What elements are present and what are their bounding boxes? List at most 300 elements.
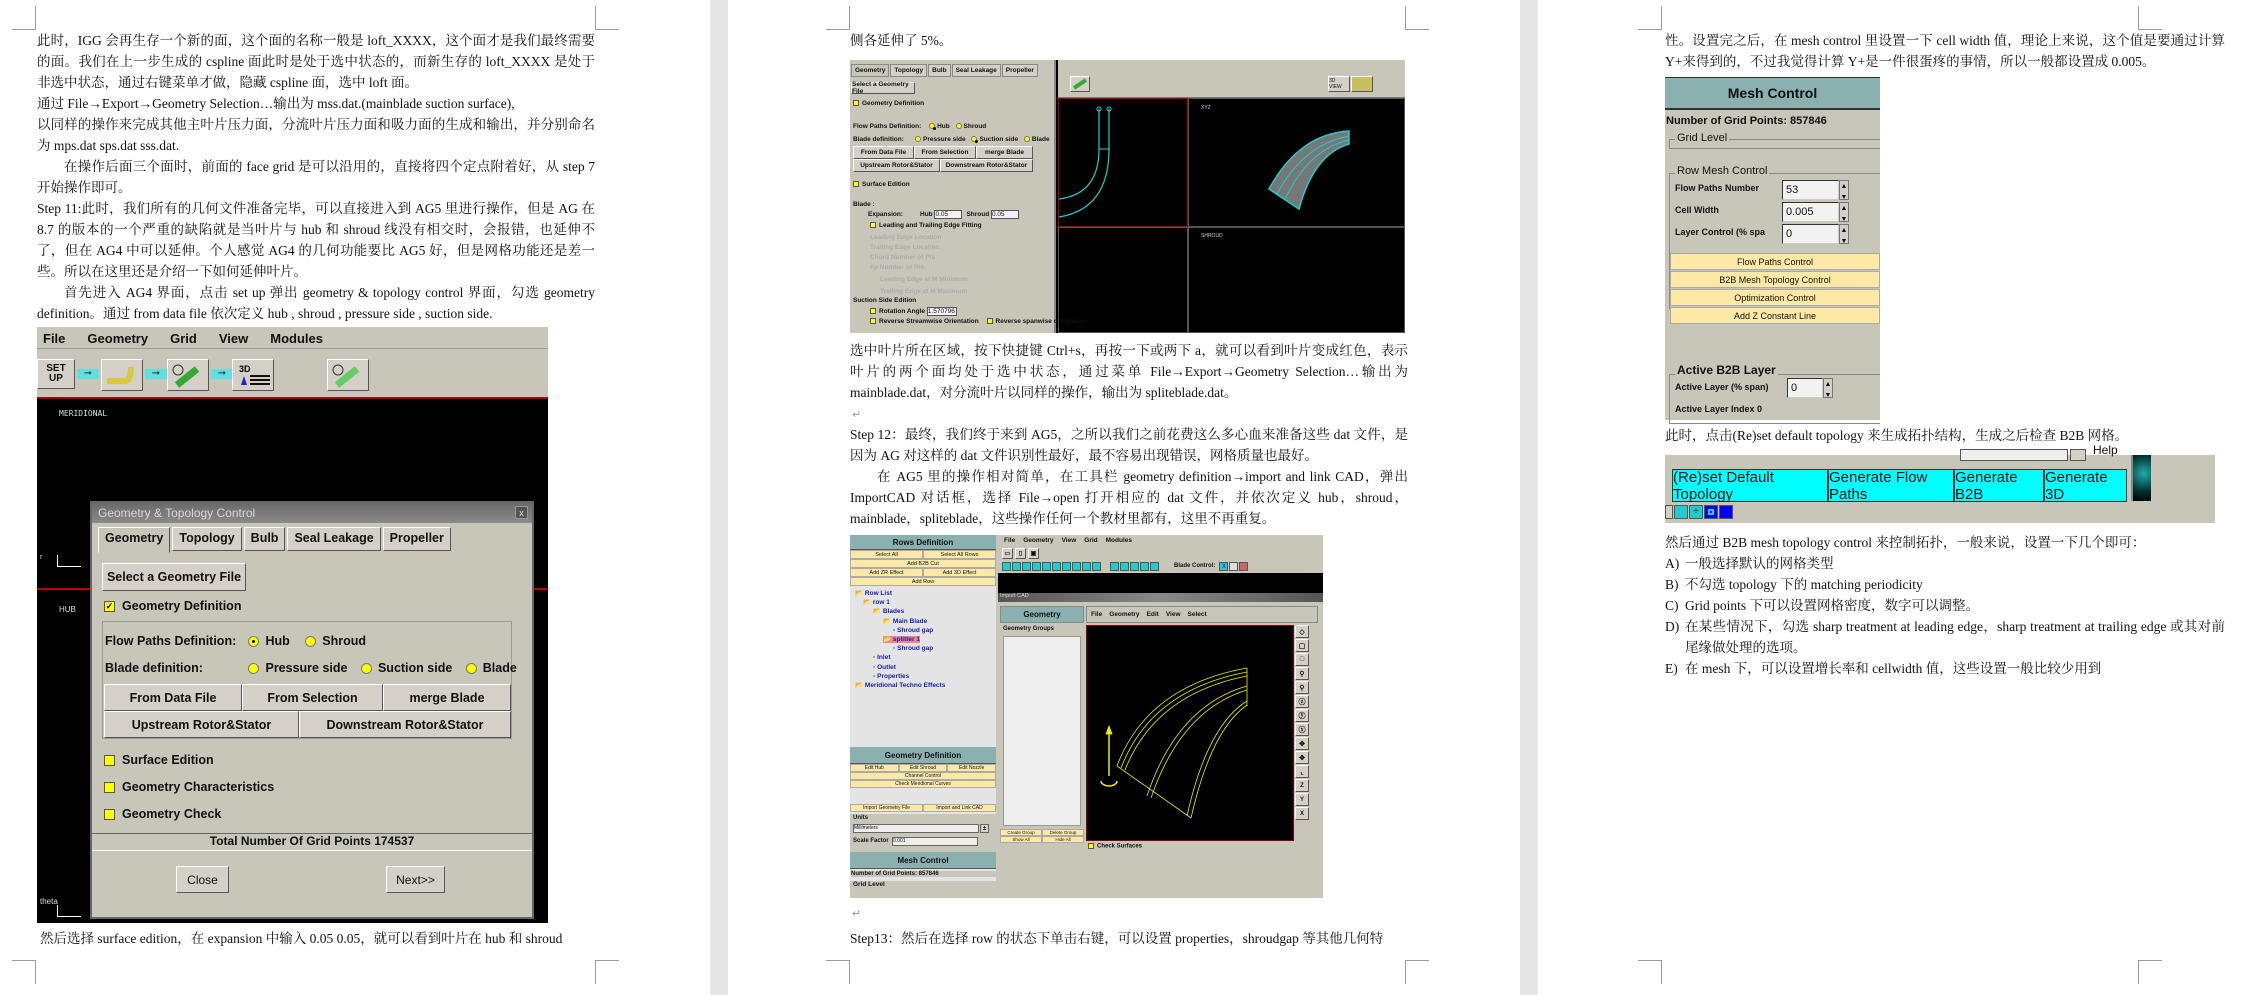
menu-view[interactable]: View bbox=[1165, 611, 1181, 618]
checkbox-icon bbox=[104, 755, 115, 766]
blade-x-icon[interactable]: X bbox=[1219, 562, 1228, 571]
next-button[interactable]: Next>> bbox=[386, 866, 445, 893]
axes-icon[interactable]: ⌞ bbox=[1295, 765, 1309, 778]
tool-icon[interactable] bbox=[1082, 562, 1091, 571]
margin-mark bbox=[1638, 960, 1662, 984]
paragraph: 通过 File→Export→Geometry Selection…输出为 mss.dat.(mainblade suction surface), bbox=[37, 96, 515, 111]
blade-definition-row bbox=[105, 661, 517, 675]
tool-icon[interactable] bbox=[1110, 562, 1119, 571]
tab-bulb[interactable]: Bulb bbox=[244, 527, 286, 551]
menu-select[interactable]: Select bbox=[1187, 611, 1207, 618]
import-geometry-file-button[interactable]: Import Geometry File bbox=[850, 804, 923, 812]
page1-text bbox=[37, 30, 595, 324]
grid-level-label: Grid Level bbox=[850, 881, 996, 898]
select-all-rows-button[interactable]: Select All Rows bbox=[923, 550, 996, 559]
paragraph: 然后通过 B2B mesh topology control 来控制拓扑，一般来说，设置一下几个即可： bbox=[1665, 535, 2146, 550]
rotate-y-icon[interactable]: ⓨ bbox=[1295, 709, 1309, 722]
page3-list bbox=[1665, 532, 2225, 679]
ag5-import-cad-screenshot bbox=[850, 535, 1323, 898]
units-select[interactable]: Millimeters bbox=[853, 824, 979, 833]
viewport-shroud bbox=[1188, 227, 1405, 333]
menu-grid[interactable]: Grid bbox=[170, 331, 197, 346]
arrow-icon: ➞ bbox=[145, 369, 167, 379]
upstream-rotor-stator-button[interactable]: Upstream Rotor&Stator bbox=[853, 159, 940, 172]
layer-control-label: Layer Control (% spa bbox=[1675, 227, 1766, 237]
blade-wireframe bbox=[1087, 626, 1295, 842]
menu-modules[interactable]: Modules bbox=[1105, 537, 1133, 544]
surface-edition-checkbox[interactable]: Surface Edition bbox=[104, 753, 214, 767]
viewport-label-xyz: XYZ bbox=[1201, 105, 1211, 111]
open-icon[interactable]: ▭ bbox=[1002, 548, 1013, 559]
tab-topology[interactable]: Topology bbox=[890, 64, 927, 77]
reverse-row: Reverse Streamwise Orientation Reverse spanwise orientation bbox=[870, 318, 1087, 325]
pan-icon[interactable]: ✥ bbox=[1295, 751, 1309, 764]
tool-icon[interactable] bbox=[1130, 562, 1139, 571]
tree-main-blade[interactable]: 📂 Main Blade bbox=[883, 617, 928, 625]
ag4-geometry-screenshot bbox=[37, 327, 548, 923]
page-3 bbox=[1538, 0, 2254, 995]
page1-caption: 然后选择 surface edition，在 expansion 中输入 0.05 0.05，就可以看到叶片在 hub 和 shroud bbox=[40, 931, 563, 946]
ag5-menubar bbox=[998, 535, 1323, 547]
active-layer-input[interactable]: 0 bbox=[1787, 378, 1823, 398]
view-y-button[interactable]: Y bbox=[1295, 793, 1309, 806]
le-min-checkbox: Leading Edge at M Minimum bbox=[880, 276, 968, 283]
menu-geometry[interactable]: Geometry bbox=[1109, 611, 1140, 618]
rz-view-button[interactable] bbox=[1351, 76, 1373, 92]
row-tree bbox=[850, 586, 996, 693]
cad-menubar bbox=[1086, 606, 1318, 623]
select-geometry-file-button[interactable]: Select a Geometry File bbox=[851, 82, 915, 94]
generate-3d-button[interactable]: Generate 3D bbox=[2044, 469, 2127, 502]
dialog-titlebar bbox=[92, 503, 532, 523]
select-geometry-file-button[interactable]: Select a Geometry File bbox=[102, 563, 246, 591]
add-3d-effect-button[interactable]: Add 3D Effect bbox=[923, 568, 996, 577]
units-label: Units bbox=[853, 815, 868, 821]
tree-row-1[interactable]: 📂 row 1 bbox=[863, 599, 890, 607]
viewport-xyz bbox=[1188, 98, 1405, 227]
checkbox-icon bbox=[870, 222, 876, 228]
radio-icon[interactable] bbox=[956, 123, 962, 129]
list-item: C) Grid points 下可以设置网格密度，数字可以调整。 bbox=[1665, 598, 1980, 613]
paragraph: 在 AG5 里的操作相对简单，在工具栏 geometry definition→import and link CAD，弹出 ImportCAD 对话框，选择 File→open 打开相应的 dat 文件，并依次定义 hub，shroud，mainblade，spliteblade，这些操作任何一个教材里都有，这里不再重复。 bbox=[850, 469, 1408, 526]
close-button[interactable]: Close bbox=[176, 866, 229, 893]
ag5-viewport-strip bbox=[998, 573, 1323, 593]
group-buttons bbox=[1000, 829, 1084, 843]
tool-icon[interactable] bbox=[1719, 505, 1733, 519]
viewport-label-shroud: SHROUD bbox=[1201, 233, 1223, 239]
downstream-rotor-stator-button[interactable]: Downstream Rotor&Stator bbox=[940, 159, 1033, 172]
margin-mark bbox=[1405, 6, 1429, 30]
margin-mark bbox=[826, 960, 850, 984]
radio-blade[interactable]: Blade bbox=[466, 661, 517, 675]
menu-geometry[interactable]: Geometry bbox=[87, 331, 149, 346]
tool-icon[interactable] bbox=[1120, 562, 1129, 571]
shroud-expansion-input[interactable]: 0.05 bbox=[991, 210, 1019, 219]
geometry-groups-list[interactable] bbox=[1003, 636, 1081, 826]
checkbox-checked-icon: ✓ bbox=[105, 601, 114, 612]
select-all-button[interactable]: Select All bbox=[850, 550, 923, 559]
paragraph: 此时，IGG 会再生存一个新的面，这个面的名称一般是 loft_XXXX，这个面才是我们最终需要的面。我们在上一步生成的 cspline 面此时是处于选中状态的，而新生存的 loft_XXXX 是处于非选中状态，通过右键菜单才做，隐藏 cspline 面，选中 loft 面。 bbox=[37, 33, 595, 90]
ag4-surface-edition-screenshot bbox=[850, 60, 1405, 333]
panel-tabs bbox=[851, 64, 1038, 77]
rows-definition-header: Rows Definition bbox=[850, 535, 996, 550]
from-selection-button[interactable]: From Selection bbox=[914, 146, 976, 159]
view-z-button[interactable]: Z bbox=[1295, 779, 1309, 792]
expert-mode-select[interactable] bbox=[1960, 449, 2068, 461]
row-mesh-label: Row Mesh Control bbox=[1677, 165, 1768, 177]
scale-factor-input[interactable]: 0.001 bbox=[892, 837, 978, 846]
radio-pressure-side[interactable]: Pressure side bbox=[248, 661, 347, 675]
zoom-icon[interactable]: ⚲ bbox=[1295, 667, 1309, 680]
tool-icon[interactable] bbox=[1022, 562, 1031, 571]
mesh-view-button[interactable] bbox=[327, 359, 369, 391]
page-1 bbox=[0, 0, 710, 995]
from-data-file-button[interactable]: From Data File bbox=[104, 684, 242, 711]
check-meridional-curves-button[interactable]: Check Meridional Curves bbox=[850, 780, 996, 788]
check-surfaces-checkbox[interactable]: Check Surfaces bbox=[1088, 843, 1142, 850]
tab-propeller[interactable]: Propeller bbox=[383, 527, 451, 551]
checkbox-checked-icon bbox=[853, 100, 859, 106]
menu-file[interactable]: File bbox=[43, 331, 66, 346]
radio-suction-side[interactable]: Suction side bbox=[361, 661, 452, 675]
hide-all-button[interactable]: Hide All bbox=[1042, 836, 1084, 843]
mesh-control-panel bbox=[1665, 77, 1880, 420]
from-data-file-button[interactable]: From Data File bbox=[853, 146, 914, 159]
downstream-rotor-stator-button[interactable]: Downstream Rotor&Stator bbox=[299, 711, 511, 738]
radio-selected-icon bbox=[248, 636, 259, 647]
menu-edit[interactable]: Edit bbox=[1146, 611, 1159, 618]
cell-width-input[interactable]: 0.005 bbox=[1782, 202, 1839, 222]
tool-icon[interactable] bbox=[1062, 562, 1071, 571]
expansion-row: Expansion: Hub 0.05 Shroud 0.05 bbox=[868, 210, 1019, 219]
add-b2b-cut-button[interactable]: Add B2B Cut bbox=[850, 559, 996, 568]
viewport-meridional bbox=[1058, 98, 1188, 227]
axis-glyph bbox=[57, 905, 81, 917]
viewport-empty bbox=[1058, 227, 1188, 333]
active-layer-label: Active Layer (% span) bbox=[1675, 382, 1769, 392]
ag5-main bbox=[998, 535, 1323, 898]
grid-points-label: Number of Grid Points: 857846 bbox=[1666, 115, 1827, 127]
pan-icon[interactable]: ✥ bbox=[1295, 737, 1309, 750]
tool-icon[interactable] bbox=[1140, 562, 1149, 571]
geometry-characteristics-checkbox[interactable]: Geometry Characteristics bbox=[104, 780, 274, 794]
meridional-curve bbox=[1059, 99, 1189, 228]
topology-toolbar-screenshot bbox=[1665, 443, 2215, 523]
paragraph: 首先进入 AG4 界面，点击 set up 弹出 geometry & topology control 界面，勾选 geometry definition。通过 from data file 依次定义 hub , shroud , pressure side , suction side. bbox=[37, 285, 595, 321]
rotate-icon[interactable]: ◇ bbox=[1295, 625, 1309, 638]
checkbox-checked-icon bbox=[853, 181, 859, 187]
viewport-label-hub: HUB bbox=[59, 605, 76, 614]
tool-icon[interactable] bbox=[1042, 562, 1051, 571]
checkbox-icon[interactable] bbox=[870, 308, 876, 314]
paragraph: Step 12：最终，我们终于来到 AG5，之所以我们之前花费这么多心血来准备这些 dat 文件，是因为 AG 对这样的 dat 文件识别性最好，最不容易出现错误，网格质量也最好。 bbox=[850, 427, 1408, 463]
tool-icon[interactable] bbox=[1092, 562, 1101, 571]
tree-shroud-gap[interactable]: ▫ Shroud gap bbox=[893, 645, 934, 653]
margin-mark bbox=[12, 960, 36, 984]
tab-propeller[interactable]: Propeller bbox=[1002, 64, 1038, 77]
tree-row-list[interactable]: 📂 Row List bbox=[855, 590, 892, 597]
blade-3d-render bbox=[1189, 99, 1406, 228]
tab-bulb[interactable]: Bulb bbox=[928, 64, 950, 77]
import-cad-titlebar: Import CAD bbox=[998, 593, 1323, 602]
definition-group bbox=[102, 621, 517, 739]
units-group bbox=[850, 814, 996, 852]
paragraph: 选中叶片所在区域，按下快捷键 Ctrl+s，再按一下或两下 a，就可以看到叶片变成红色，表示叶片的两个面均处于选中状态，通过菜单 File→Export→Geometry Selection…输出为 mainblade.dat，对分流叶片以同样的操作，输出为 spliteblade.dat。 bbox=[850, 343, 1408, 400]
ag4-toolbar bbox=[37, 349, 548, 399]
geometry-topology-dialog bbox=[90, 501, 534, 919]
tab-seal-leakage[interactable]: Seal Leakage bbox=[287, 527, 380, 551]
menu-grid[interactable]: Grid bbox=[1084, 537, 1098, 544]
help-label[interactable]: Help bbox=[2093, 443, 2118, 457]
geometry-definition-checkbox[interactable] bbox=[104, 599, 241, 613]
checkbox-icon bbox=[104, 809, 115, 820]
flow-paths-spinner[interactable]: ▲ ▼ bbox=[1839, 180, 1849, 200]
list-item: D) 在某些情况下，勾选 sharp treatment at leading edge，sharp treatment at trailing edge 或其对前尾缘做处理的选项。 bbox=[1665, 619, 2225, 655]
geometry-groups-label: Geometry Groups bbox=[1003, 626, 1055, 632]
surface-edition-checkbox[interactable]: Surface Edition bbox=[853, 181, 910, 188]
svg-text:3D: 3D bbox=[239, 364, 251, 374]
blank-line: ↵ bbox=[852, 409, 862, 421]
radio-icon bbox=[248, 663, 259, 674]
tool-icon[interactable] bbox=[1665, 505, 1673, 519]
geometry-definition-header: Geometry Definition bbox=[850, 747, 996, 764]
rz-meridional-button[interactable] bbox=[101, 359, 143, 391]
tool-icon[interactable]: ÷ bbox=[1689, 505, 1703, 519]
cube-icon[interactable]: ▢ bbox=[1295, 639, 1309, 652]
flow-paths-label: Flow Paths Definition: bbox=[105, 634, 237, 648]
page3-text bbox=[1665, 30, 2225, 72]
page-2 bbox=[728, 0, 1520, 995]
mesh-view-button[interactable] bbox=[1070, 76, 1090, 92]
checkbox-icon bbox=[1088, 843, 1094, 849]
dialog-title: Geometry & Topology Control bbox=[98, 506, 256, 520]
tool-icon[interactable] bbox=[1072, 562, 1081, 571]
3d-view-button[interactable]: 3D VIEW bbox=[1328, 76, 1350, 92]
save-icon[interactable]: ▣ bbox=[1028, 548, 1039, 559]
blade-section-label: Blade : bbox=[853, 201, 875, 208]
viewport-label-meridional: MERIDIONAL bbox=[59, 409, 108, 418]
geom-buttons bbox=[850, 764, 996, 788]
layer-control-input[interactable]: 0 bbox=[1782, 224, 1839, 244]
blade-control-label: Blade Control: bbox=[1174, 563, 1216, 569]
show-all-button[interactable]: Show All bbox=[1000, 836, 1042, 843]
generate-flow-paths-button[interactable]: Generate Flow Paths bbox=[1828, 469, 1954, 502]
tree-outlet[interactable]: ▫ Outlet bbox=[873, 663, 896, 671]
radio-shroud[interactable]: Shroud bbox=[305, 634, 366, 648]
tool-icon[interactable] bbox=[1229, 562, 1238, 571]
rotate-x-icon[interactable]: ⓧ bbox=[1295, 723, 1309, 736]
add-z-constant-line-button[interactable]: Add Z Constant Line bbox=[1670, 307, 1880, 324]
rotate-z-icon[interactable]: ⓩ bbox=[1295, 695, 1309, 708]
page2-top-line: 侧各延伸了 5%。 bbox=[850, 33, 953, 48]
from-selection-button[interactable]: From Selection bbox=[242, 684, 383, 711]
import-buttons bbox=[850, 804, 996, 812]
axis-glyph bbox=[57, 555, 81, 567]
menu-view[interactable]: View bbox=[1061, 537, 1077, 544]
blade-definition-label: Blade definition: bbox=[105, 661, 203, 675]
radio-icon[interactable] bbox=[1024, 136, 1030, 142]
margin-mark bbox=[1405, 960, 1429, 984]
merge-blade-button[interactable]: merge Blade bbox=[976, 146, 1033, 159]
optimization-control-button[interactable]: Optimization Control bbox=[1670, 289, 1880, 306]
rotation-angle-input[interactable]: 1.570796 bbox=[927, 308, 955, 315]
menu-file[interactable]: File bbox=[1004, 537, 1016, 544]
margin-mark bbox=[595, 960, 619, 984]
delete-group-button[interactable]: Delete Group bbox=[1042, 829, 1084, 836]
tool-icon[interactable] bbox=[1674, 505, 1688, 519]
menu-file[interactable]: File bbox=[1091, 611, 1103, 618]
margin-mark bbox=[2138, 960, 2162, 984]
tree-meridional-techno[interactable]: 📂 Meridional Techno Effects bbox=[855, 682, 946, 690]
geometry-check-checkbox[interactable]: Geometry Check bbox=[104, 807, 221, 821]
left-panel bbox=[850, 535, 996, 898]
tool-icon[interactable] bbox=[1012, 562, 1021, 571]
rows-buttons bbox=[850, 550, 996, 586]
paragraph: 以同样的操作来完成其他主叶片压力面，分流叶片压力面和吸力面的生成和输出，并分别命名为 mps.dat sps.dat sss.dat. bbox=[37, 117, 595, 153]
tool-icon[interactable] bbox=[1704, 505, 1718, 519]
list-item: E) 在 mesh 下，可以设置增长率和 cellwidth 值，这些设置一般比较少用到 bbox=[1665, 661, 2102, 676]
cell-width-spinner[interactable]: ▲ ▼ bbox=[1839, 202, 1849, 222]
ag4-menubar bbox=[37, 327, 548, 349]
tool-icon[interactable] bbox=[1002, 562, 1011, 571]
setup-button[interactable]: SET UP bbox=[37, 359, 75, 389]
disabled-fields: Leading Edge Location Trailing Edge Location Chord Number of Pts Fp Number of Pts bbox=[870, 234, 942, 271]
viewport-label-r: r bbox=[40, 554, 43, 561]
grid-points-label: Number of Grid Points: 857846 bbox=[851, 871, 997, 877]
b2b-mesh-topology-button[interactable]: B2B Mesh Topology Control bbox=[1670, 271, 1880, 288]
rotation-row: Rotation Angle 1.570796 bbox=[870, 307, 957, 316]
units-dropdown-icon[interactable]: ± bbox=[980, 824, 989, 833]
add-zr-effect-button[interactable]: Add ZR Effect bbox=[850, 568, 923, 577]
radio-icon bbox=[361, 663, 372, 674]
import-cad-dialog bbox=[998, 593, 1323, 898]
mesh-control-header: Mesh Control bbox=[850, 852, 996, 869]
small-icon-row bbox=[1665, 505, 1733, 519]
margin-mark bbox=[12, 6, 36, 30]
create-group-button[interactable]: Create Group bbox=[1000, 829, 1042, 836]
page3-after-shot: 此时，点击(Re)set default topology 来生成拓扑结构，生成之后检查 B2B 网格。 bbox=[1665, 428, 2129, 443]
tree-shroud-gap[interactable]: ▫ Shroud gap bbox=[893, 626, 934, 634]
radio-icon[interactable] bbox=[929, 123, 935, 129]
list-item: A) 一般选择默认的网格类型 bbox=[1665, 556, 1834, 571]
tree-splitter-1[interactable]: 📂 splitter 1 bbox=[883, 636, 920, 644]
lte-fitting-checkbox[interactable]: Leading and Trailing Edge Fitting bbox=[870, 222, 982, 229]
reset-default-topology-button[interactable]: (Re)set Default Topology bbox=[1672, 469, 1828, 502]
tree-inlet[interactable]: ▫ Inlet bbox=[873, 654, 891, 662]
tree-blades[interactable]: 📂 Blades bbox=[873, 608, 905, 616]
arrow-icon: ➞ bbox=[77, 369, 99, 379]
viewer-toolbar bbox=[1058, 60, 1405, 98]
tool-icon[interactable] bbox=[1032, 562, 1041, 571]
b2b-mesh-button[interactable] bbox=[167, 359, 209, 391]
checkbox-label: Geometry Definition bbox=[122, 599, 242, 613]
grid-level-label: Grid Level bbox=[1677, 132, 1728, 144]
edit-hub-button[interactable]: Edit Hub bbox=[850, 764, 899, 772]
view-tools bbox=[1295, 625, 1309, 841]
tree-properties[interactable]: ▫ Properties bbox=[873, 672, 910, 680]
margin-mark bbox=[2138, 6, 2162, 30]
viewport-label-theta: theta bbox=[40, 897, 58, 906]
zoom-area-icon[interactable]: ⚲ bbox=[1295, 681, 1309, 694]
menu-view[interactable]: View bbox=[218, 331, 249, 346]
tool-icon[interactable] bbox=[1239, 562, 1248, 571]
radio-icon bbox=[466, 663, 477, 674]
3d-mesh-button[interactable] bbox=[232, 359, 274, 391]
dialog-tabs bbox=[98, 527, 451, 553]
checkbox-icon bbox=[104, 782, 115, 793]
scale-factor-label: Scale Factor bbox=[853, 838, 889, 844]
paragraph: 在操作后面三个面时，前面的 face grid 是可以沿用的，直接将四个定点附着好，从 step 7 开始操作即可。 bbox=[37, 159, 595, 195]
fit-icon[interactable]: □ bbox=[1295, 653, 1309, 666]
flow-paths-number-input[interactable]: 53 bbox=[1782, 180, 1839, 200]
flow-paths-row: Flow Paths Definition: Hub Shroud bbox=[853, 123, 987, 130]
active-layer-spinner[interactable]: ▲ ▼ bbox=[1823, 378, 1833, 398]
layer-control-spinner[interactable]: ▲ ▼ bbox=[1839, 224, 1849, 244]
tab-geometry[interactable]: Geometry bbox=[98, 527, 170, 553]
menu-geometry[interactable]: Geometry bbox=[1023, 537, 1054, 544]
merge-blade-button[interactable]: merge Blade bbox=[383, 684, 511, 711]
checkbox-icon[interactable] bbox=[870, 318, 876, 324]
flow-paths-control-button[interactable]: Flow Paths Control bbox=[1670, 253, 1880, 270]
tab-topology[interactable]: Topology bbox=[172, 527, 241, 551]
active-layer-index: Active Layer Index 0 bbox=[1675, 404, 1763, 414]
radio-icon[interactable] bbox=[971, 136, 977, 142]
tab-geometry[interactable]: Geometry bbox=[851, 64, 889, 77]
view-x-button[interactable]: X bbox=[1295, 807, 1309, 820]
page2-caption: Step13：然后在选择 row 的状态下单击右键，可以设置 properties，shroudgap 等其他几何特 bbox=[850, 931, 1384, 946]
radio-icon bbox=[305, 636, 316, 647]
logo-globe bbox=[2131, 455, 2151, 501]
tool-icon[interactable] bbox=[1150, 562, 1159, 571]
channel-control-button[interactable]: Channel Control bbox=[850, 772, 996, 780]
menu-modules[interactable]: Modules bbox=[270, 331, 323, 346]
page2-text bbox=[850, 340, 1408, 529]
close-icon[interactable]: x bbox=[515, 506, 528, 519]
geometry-definition-checkbox[interactable]: Geometry Definition bbox=[853, 100, 924, 107]
radio-hub[interactable]: Hub bbox=[248, 634, 289, 648]
expert-mode-dropdown-icon[interactable] bbox=[2070, 449, 2086, 461]
file-toolbar bbox=[998, 547, 1323, 560]
page2-blank: ↵ bbox=[852, 908, 862, 920]
list-item: B) 不勾选 topology 下的 matching periodicity bbox=[1665, 577, 1923, 592]
add-row-button[interactable]: Add Row bbox=[850, 577, 996, 586]
margin-mark bbox=[826, 6, 850, 30]
paragraph: 性。设置完之后，在 mesh control 里设置一下 cell width 值，理论上来说，这个值是要通过计算 Y+来得到的，不过我觉得计算 Y+是一件很蛋疼的事情，所以一般都设置成 0.005。 bbox=[1665, 33, 2225, 69]
icon-toolbar bbox=[998, 560, 1323, 572]
te-max-checkbox: Trailing Edge at M Maximum bbox=[880, 288, 968, 295]
active-b2b-label: Active B2B Layer bbox=[1677, 363, 1776, 377]
tool-icon[interactable] bbox=[1052, 562, 1061, 571]
import-link-cad-button[interactable]: Import and Link CAD bbox=[923, 804, 996, 812]
hub-expansion-input[interactable]: 0.05 bbox=[934, 210, 962, 219]
geometry-tab-header[interactable]: Geometry bbox=[1000, 606, 1084, 623]
generate-b2b-button[interactable]: Generate B2B bbox=[1954, 469, 2044, 502]
new-icon[interactable]: ▯ bbox=[1015, 548, 1026, 559]
suction-edition-label: Suction Side Edition bbox=[853, 297, 917, 304]
tab-seal-leakage[interactable]: Seal Leakage bbox=[952, 64, 1001, 77]
arrow-icon: ➞ bbox=[211, 369, 233, 379]
upstream-rotor-stator-button[interactable]: Upstream Rotor&Stator bbox=[104, 711, 299, 738]
paragraph: Step 11:此时，我们所有的几何文件准备完毕，可以直接进入到 AG5 里进行操作，但是 AG 在 8.7 的版本的一个严重的缺陷就是当叶片与 hub 和 shroud 线没有相交时，会报错，也延伸不了，但在 AG4 中可以延伸。个人感觉 AG4 的几何功能要比 AG5 好，但是网格功能还是差一些。所以在这里还是介绍一下如何延伸叶片。 bbox=[37, 201, 595, 279]
edit-shroud-button[interactable]: Edit Shroud bbox=[899, 764, 948, 772]
edit-nozzle-button[interactable]: Edit Nozzle bbox=[947, 764, 996, 772]
cell-width-label: Cell Width bbox=[1675, 205, 1719, 215]
checkbox-icon[interactable] bbox=[987, 318, 993, 324]
margin-mark bbox=[595, 6, 619, 30]
radio-icon[interactable] bbox=[915, 136, 921, 142]
flow-paths-row bbox=[105, 634, 366, 648]
flow-paths-number-label: Flow Paths Number bbox=[1675, 183, 1760, 193]
